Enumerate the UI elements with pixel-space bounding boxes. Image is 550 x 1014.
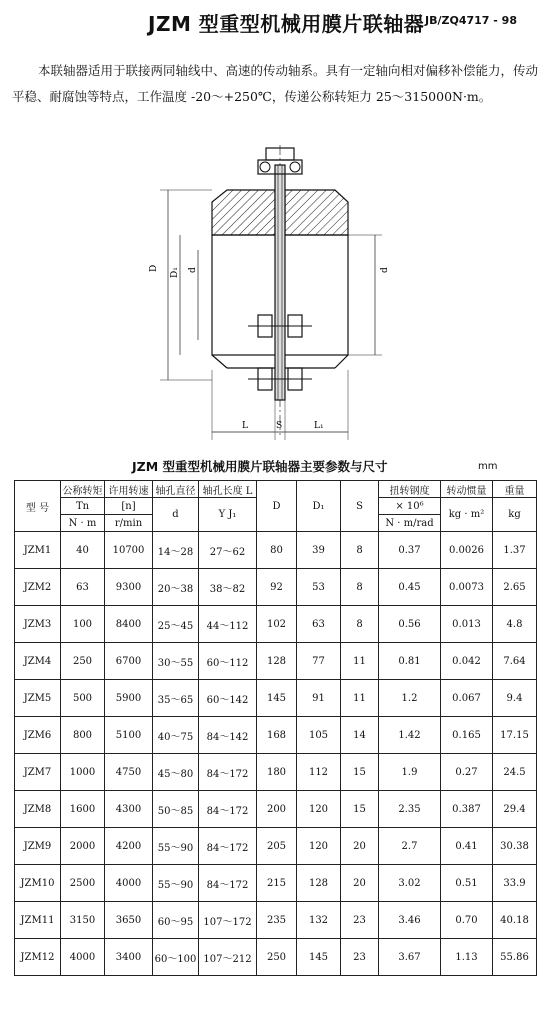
cell-weight: 9.4: [493, 680, 537, 717]
cell-model: JZM2: [15, 569, 61, 606]
cell-inertia: 0.27: [441, 754, 493, 791]
cell-torque: 500: [61, 680, 105, 717]
cell-torque: 1000: [61, 754, 105, 791]
header-model: 型 号: [15, 481, 61, 532]
header-D1: D₁: [297, 481, 341, 532]
cell-s: 15: [341, 791, 379, 828]
cell-inertia: 0.387: [441, 791, 493, 828]
cell-length: 60～142: [199, 680, 257, 717]
cell-bore: 14～28: [153, 532, 199, 569]
cell-inertia: 0.042: [441, 643, 493, 680]
table-row: [15, 606, 537, 643]
cell-bore: 60～100: [153, 939, 199, 976]
cell-model: JZM6: [15, 717, 61, 754]
cell-stiffness: 0.45: [379, 569, 441, 606]
cell-stiffness: 3.46: [379, 902, 441, 939]
cell-d1: 53: [297, 569, 341, 606]
document-header: [0, 6, 550, 36]
dim-label-d-left: d: [188, 267, 198, 273]
cell-length: 84～172: [199, 754, 257, 791]
cell-model: JZM10: [15, 865, 61, 902]
cell-inertia: 0.067: [441, 680, 493, 717]
cell-bore: 25～45: [153, 606, 199, 643]
cell-length: 44～112: [199, 606, 257, 643]
header-length-symbol: Y J₁: [199, 498, 257, 532]
cell-torque: 2500: [61, 865, 105, 902]
cell-speed: 5900: [105, 680, 153, 717]
cell-s: 8: [341, 569, 379, 606]
cell-bore: 60～95: [153, 902, 199, 939]
header-weight-unit: kg: [493, 498, 537, 532]
spec-table: [14, 480, 537, 976]
dim-label-D: D: [149, 264, 159, 272]
cell-s: 23: [341, 939, 379, 976]
header-bore: 轴孔直径: [153, 481, 199, 498]
cell-bore: 45～80: [153, 754, 199, 791]
dim-label-d-right: d: [380, 267, 390, 273]
cell-torque: 3150: [61, 902, 105, 939]
cell-bore: 40～75: [153, 717, 199, 754]
cell-bore: 55～90: [153, 828, 199, 865]
cell-model: JZM8: [15, 791, 61, 828]
cell-length: 84～172: [199, 865, 257, 902]
coupling-drawing: [130, 140, 430, 440]
cell-torque: 100: [61, 606, 105, 643]
cell-d1: 77: [297, 643, 341, 680]
header-torque: 公称转矩: [61, 481, 105, 498]
cell-weight: 2.65: [493, 569, 537, 606]
cell-inertia: 0.165: [441, 717, 493, 754]
cell-d1: 63: [297, 606, 341, 643]
cell-d: 235: [257, 902, 297, 939]
cell-torque: 4000: [61, 939, 105, 976]
cell-model: JZM11: [15, 902, 61, 939]
cell-length: 27～62: [199, 532, 257, 569]
table-row: [15, 569, 537, 606]
cell-stiffness: 2.35: [379, 791, 441, 828]
cell-weight: 55.86: [493, 939, 537, 976]
cell-d: 80: [257, 532, 297, 569]
table-row: [15, 754, 537, 791]
cell-s: 14: [341, 717, 379, 754]
cell-torque: 800: [61, 717, 105, 754]
cell-torque: 2000: [61, 828, 105, 865]
cell-torque: 63: [61, 569, 105, 606]
cell-inertia: 0.41: [441, 828, 493, 865]
cell-d: 168: [257, 717, 297, 754]
cell-model: JZM7: [15, 754, 61, 791]
cell-model: JZM12: [15, 939, 61, 976]
cell-speed: 8400: [105, 606, 153, 643]
cell-stiffness: 0.81: [379, 643, 441, 680]
cell-weight: 33.9: [493, 865, 537, 902]
cell-weight: 7.64: [493, 643, 537, 680]
header-stiffness-unit: N · m/rad: [379, 515, 441, 532]
table-row: [15, 717, 537, 754]
cell-model: JZM5: [15, 680, 61, 717]
cell-d: 92: [257, 569, 297, 606]
spec-table-body: [15, 532, 537, 976]
cell-speed: 3650: [105, 902, 153, 939]
spec-table-header: [15, 481, 537, 532]
standard-code: JB/ZQ4717 - 98: [425, 14, 517, 27]
cell-d: 205: [257, 828, 297, 865]
table-row: [15, 643, 537, 680]
cell-weight: 40.18: [493, 902, 537, 939]
header-length: 轴孔长度 L: [199, 481, 257, 498]
dim-label-L1: L₁: [314, 421, 324, 431]
cell-model: JZM1: [15, 532, 61, 569]
header-stiffness-exp: × 10⁶: [379, 498, 441, 515]
cell-inertia: 0.51: [441, 865, 493, 902]
header-inertia-unit: kg · m²: [441, 498, 493, 532]
cell-d1: 145: [297, 939, 341, 976]
table-row: [15, 828, 537, 865]
cell-torque: 40: [61, 532, 105, 569]
header-stiffness: 扭转钢度: [379, 481, 441, 498]
table-unit: mm: [478, 461, 498, 472]
cell-speed: 4750: [105, 754, 153, 791]
cell-inertia: 0.0073: [441, 569, 493, 606]
header-D: D: [257, 481, 297, 532]
cell-speed: 4200: [105, 828, 153, 865]
cell-d: 250: [257, 939, 297, 976]
cell-length: 84～172: [199, 828, 257, 865]
cell-speed: 10700: [105, 532, 153, 569]
cell-length: 84～142: [199, 717, 257, 754]
cell-weight: 29.4: [493, 791, 537, 828]
cell-bore: 55～90: [153, 865, 199, 902]
cell-stiffness: 1.9: [379, 754, 441, 791]
cell-speed: 5100: [105, 717, 153, 754]
table-row: [15, 939, 537, 976]
cell-torque: 1600: [61, 791, 105, 828]
cell-d: 145: [257, 680, 297, 717]
cell-d1: 39: [297, 532, 341, 569]
intro-paragraph: 本联轴器适用于联接两同轴线中、高速的传动轴系。具有一定轴向相对偏移补偿能力，传动平稳、耐腐蚀等特点，工作温度 -20～+250℃，传递公称转矩力 25～315000N·m。: [12, 63, 539, 104]
cell-model: JZM9: [15, 828, 61, 865]
cell-d: 128: [257, 643, 297, 680]
cell-s: 20: [341, 865, 379, 902]
cell-d1: 91: [297, 680, 341, 717]
cell-s: 15: [341, 754, 379, 791]
cell-length: 38～82: [199, 569, 257, 606]
cell-s: 20: [341, 828, 379, 865]
cell-d: 102: [257, 606, 297, 643]
cell-d1: 120: [297, 791, 341, 828]
cell-stiffness: 1.2: [379, 680, 441, 717]
header-torque-unit: N · m: [61, 515, 105, 532]
cell-speed: 4000: [105, 865, 153, 902]
cell-inertia: 0.0026: [441, 532, 493, 569]
cell-stiffness: 3.67: [379, 939, 441, 976]
cell-d1: 112: [297, 754, 341, 791]
cell-s: 8: [341, 532, 379, 569]
header-speed-unit: r/min: [105, 515, 153, 532]
cell-s: 8: [341, 606, 379, 643]
cell-d: 180: [257, 754, 297, 791]
cell-length: 107～172: [199, 902, 257, 939]
cell-speed: 6700: [105, 643, 153, 680]
cell-weight: 1.37: [493, 532, 537, 569]
cell-stiffness: 3.02: [379, 865, 441, 902]
cell-s: 23: [341, 902, 379, 939]
cell-inertia: 1.13: [441, 939, 493, 976]
cell-length: 107～212: [199, 939, 257, 976]
cell-stiffness: 0.37: [379, 532, 441, 569]
cell-bore: 20～38: [153, 569, 199, 606]
page-title: JZM 型重型机械用膜片联轴器: [148, 12, 425, 36]
dim-label-S: S: [276, 421, 283, 431]
header-S: S: [341, 481, 379, 532]
cell-s: 11: [341, 643, 379, 680]
cell-speed: 9300: [105, 569, 153, 606]
cell-s: 11: [341, 680, 379, 717]
cell-d1: 105: [297, 717, 341, 754]
cell-d: 200: [257, 791, 297, 828]
cell-model: JZM4: [15, 643, 61, 680]
cell-weight: 4.8: [493, 606, 537, 643]
cell-weight: 30.38: [493, 828, 537, 865]
cell-weight: 17.15: [493, 717, 537, 754]
cell-torque: 250: [61, 643, 105, 680]
header-bore-symbol: d: [153, 498, 199, 532]
dim-label-D1: D₁: [170, 267, 180, 278]
table-title: JZM 型重型机械用膜片联轴器主要参数与尺寸: [132, 459, 388, 474]
header-speed-symbol: [n]: [105, 498, 153, 515]
cell-speed: 3400: [105, 939, 153, 976]
cell-d1: 120: [297, 828, 341, 865]
dim-label-L: L: [242, 421, 248, 431]
cell-d: 215: [257, 865, 297, 902]
cell-stiffness: 2.7: [379, 828, 441, 865]
cell-weight: 24.5: [493, 754, 537, 791]
cell-d1: 132: [297, 902, 341, 939]
cell-d1: 128: [297, 865, 341, 902]
cell-inertia: 0.70: [441, 902, 493, 939]
cell-model: JZM3: [15, 606, 61, 643]
cell-bore: 50～85: [153, 791, 199, 828]
cell-bore: 35～65: [153, 680, 199, 717]
table-row: [15, 865, 537, 902]
table-row: [15, 791, 537, 828]
cell-stiffness: 1.42: [379, 717, 441, 754]
table-row: [15, 532, 537, 569]
cell-stiffness: 0.56: [379, 606, 441, 643]
cell-inertia: 0.013: [441, 606, 493, 643]
header-torque-symbol: Tn: [61, 498, 105, 515]
header-inertia: 转动惯量: [441, 481, 493, 498]
table-row: [15, 902, 537, 939]
cell-length: 60～112: [199, 643, 257, 680]
table-caption: [0, 455, 550, 475]
cell-bore: 30～55: [153, 643, 199, 680]
table-row: [15, 680, 537, 717]
header-speed: 许用转速: [105, 481, 153, 498]
header-weight: 重量: [493, 481, 537, 498]
cell-length: 84～172: [199, 791, 257, 828]
cell-speed: 4300: [105, 791, 153, 828]
